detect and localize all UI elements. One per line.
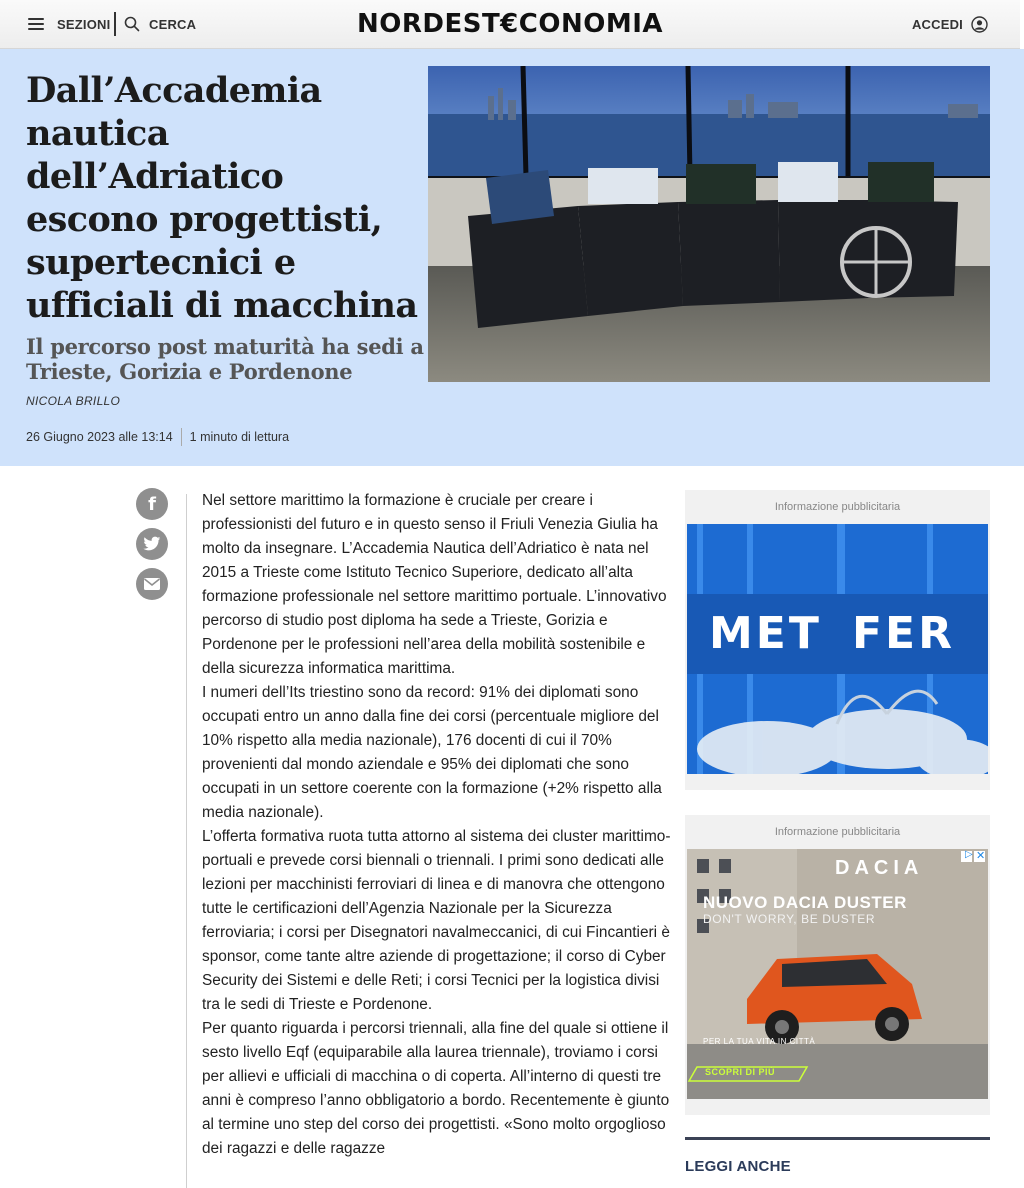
- hero-image-ship-simulator: [428, 66, 990, 382]
- site-logo[interactable]: NORDEST€CONOMIA: [357, 9, 663, 39]
- advertisement-metfer: [685, 490, 990, 790]
- ad-label: Informazione pubblicitaria: [774, 826, 901, 838]
- twitter-icon: [143, 536, 161, 552]
- article-paragraph: I numeri dell’Its triestino sono da record: 91% dei diplomati sono occupati entro un anno dalla fine dei corsi (percentuale migliore del 10% rispetto alla media nazionale), 176 docenti di cui il 70% provenienti dal mondo aziendale e 95% dei diplomati che sono occupati in un settore coerente con la formazione (+2% rispetto alla media nazionale).: [202, 684, 662, 821]
- top-bar: [0, 0, 1020, 49]
- twitter-share-button[interactable]: [136, 528, 168, 560]
- reading-time: 1 minuto di lettura: [189, 430, 290, 444]
- ad-close-icon[interactable]: ✕: [976, 850, 986, 862]
- email-icon: [143, 577, 161, 591]
- ad-banner-dacia[interactable]: [687, 849, 988, 1099]
- adchoices-icon[interactable]: ▷: [965, 849, 973, 860]
- ad-brand: DACIA: [835, 857, 924, 879]
- article-subtitle: Il percorso post maturità ha sedi a Trieste, Gorizia e Pordenone: [26, 334, 424, 384]
- ad-text-right: FER: [852, 608, 955, 659]
- article-meta: [26, 427, 289, 447]
- ad-dacia-graphic: [687, 849, 988, 1099]
- meta-divider: [181, 428, 182, 446]
- read-also-heading: LEGGI ANCHE: [685, 1158, 791, 1175]
- ad-text-left: MET: [709, 608, 822, 659]
- ad-banner-metfer[interactable]: [687, 524, 988, 774]
- sections-label: SEZIONI: [57, 16, 111, 32]
- login-button[interactable]: [912, 0, 988, 48]
- ad-tagline: DON'T WORRY, BE DUSTER: [703, 912, 876, 926]
- search-label: CERCA: [149, 16, 197, 32]
- advertisement-dacia: [685, 815, 990, 1115]
- article-author[interactable]: NICOLA BRILLO: [26, 394, 121, 408]
- facebook-share-button[interactable]: [136, 488, 168, 520]
- ad-cta-button[interactable]: SCOPRI DI PIÙ: [705, 1067, 776, 1077]
- facebook-icon: f: [148, 493, 156, 515]
- article-body: [202, 489, 674, 1161]
- email-share-button[interactable]: [136, 568, 168, 600]
- user-icon: [971, 16, 988, 33]
- article-paragraph: Per quanto riguarda i percorsi triennali, alla fine del quale si ottiene il sesto livello Eqf (equiparabile alla laurea triennale), troviamo i corsi per allievi e ufficiali di macchina o di coperta. All’interno di questi tre anni è compreso l’anno obbligatorio a bordo. Recentemente è giunto al termine uno step del corso dei progettisti. «Sono molto orgoglioso dei ragazzi e delle ragazze: [202, 1020, 670, 1157]
- simulator-illustration: [428, 66, 990, 382]
- article-paragraph: Nel settore marittimo la formazione è cruciale per creare i professionisti del futuro e in questo senso il Friuli Venezia Giulia ha molto da insegnare. L’Accademia Nautica dell’Adriatico è nata nel 2015 a Trieste come Istituto Tecnico Superiore, dedicato all’alta formazione professionale nel settore marittimo portuale. L’innovativo percorso di studio post diploma ha sede a Trieste, Gorizia e Pordenone per le professioni nell’area della mobilità sostenibile e della sicurezza informatica marittima.: [202, 492, 667, 677]
- article-paragraph: L’offerta formativa ruota tutta attorno al sistema dei cluster marittimo-portuali e prevede corsi biennali o triennali. I primi sono dedicati alle lezioni per macchinisti ferroviari di linea e di manovra che ottengono tutte le certificazioni dell’Agenzia Nazionale per la Sicurezza ferroviaria; i corsi per Disegnatori navalmeccanici, di cui Fincantieri è sponsor, come tante altre aziende di progettazione; il corso di Cyber Security dei Sistemi e delle Reti; i corsi Tecnici per la logistica divisi tra le sedi di Trieste e Pordenone.: [202, 828, 671, 1013]
- login-label: ACCEDI: [911, 16, 963, 32]
- article-hero: [0, 49, 1024, 466]
- read-also-divider: [685, 1137, 990, 1140]
- ad-footer: PER LA TUA VITA IN CITTÀ: [703, 1037, 816, 1046]
- publish-date: 26 Giugno 2023 alle 13:14: [26, 430, 173, 444]
- article-body-divider: [186, 494, 187, 1188]
- ad-label: Informazione pubblicitaria: [774, 501, 901, 513]
- article-title: Dall’Accademia nautica dell’Adriatico escono progettisti, supertecnici e ufficiali di macchina: [26, 70, 418, 326]
- ad-headline: NUOVO DACIA DUSTER: [703, 893, 907, 912]
